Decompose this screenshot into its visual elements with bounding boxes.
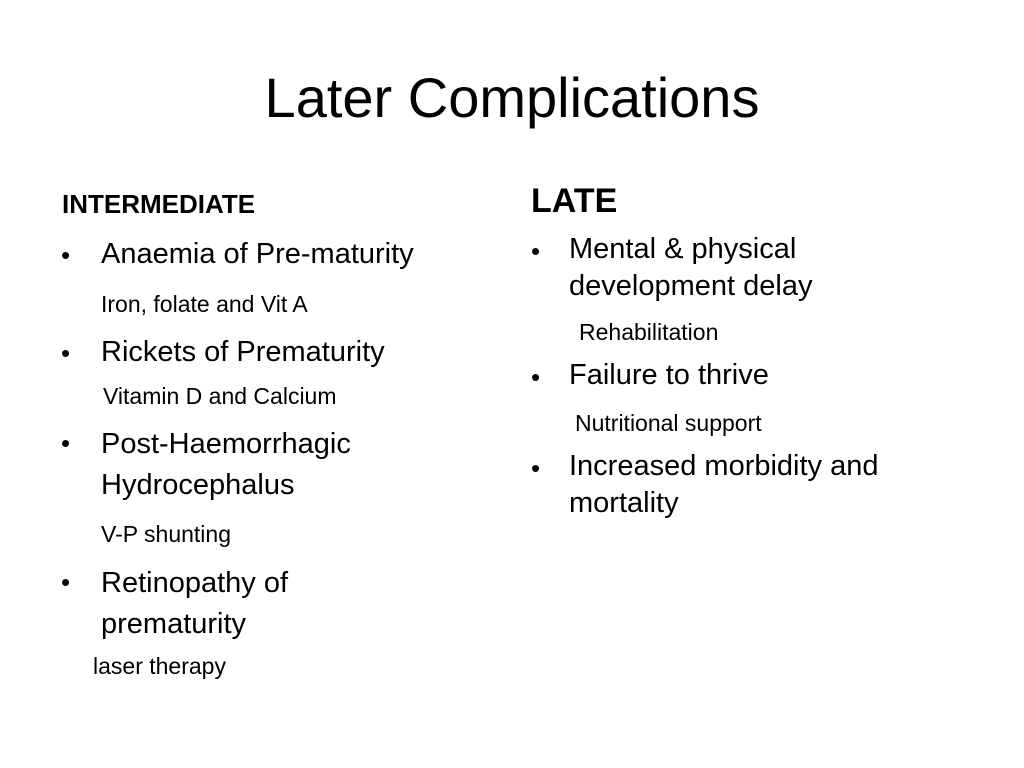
list-item-note: V-P shunting [101, 521, 232, 547]
list-item-line: Anaemia of Pre-maturity [101, 238, 414, 270]
list-item-text [569, 231, 812, 305]
list-item-note: Rehabilitation [579, 319, 719, 345]
list-item-text [101, 236, 414, 273]
list-item-note: Vitamin D and Calcium [103, 383, 337, 409]
list-item-line: Failure to thrive [569, 359, 769, 391]
list-item-line: Hydrocephalus [101, 469, 295, 501]
bullet-icon: • [531, 453, 541, 483]
list-item-line: mortality [569, 487, 679, 519]
list-item-line: development delay [569, 270, 813, 302]
list-item-line: Post-Haemorrhagic [101, 428, 351, 460]
list-item-text [101, 424, 351, 506]
list-item-line: Increased morbidity and [569, 450, 879, 482]
bullet-icon: • [61, 428, 71, 458]
bullet-icon: • [531, 362, 541, 392]
list-item-text [101, 563, 288, 645]
right-column-heading: LATE [531, 182, 618, 220]
list-item-note: Iron, folate and Vit A [101, 291, 308, 317]
list-item-text [569, 448, 879, 522]
list-item-line: Mental & physical [569, 233, 797, 265]
list-item-note: laser therapy [93, 653, 226, 679]
bullet-icon: • [531, 236, 541, 266]
list-item-line: Retinopathy of [101, 567, 289, 599]
list-item-note: Nutritional support [575, 410, 762, 436]
list-item-line: Rickets of Prematurity [101, 336, 385, 368]
bullet-icon: • [61, 567, 71, 597]
list-item-text [569, 357, 769, 394]
slide-title: Later Complications [264, 66, 760, 129]
bullet-icon: • [61, 338, 71, 368]
list-item-text [101, 334, 385, 371]
bullet-icon: • [61, 240, 71, 270]
left-column-heading: INTERMEDIATE [62, 189, 256, 219]
list-item-line: prematurity [101, 608, 247, 640]
